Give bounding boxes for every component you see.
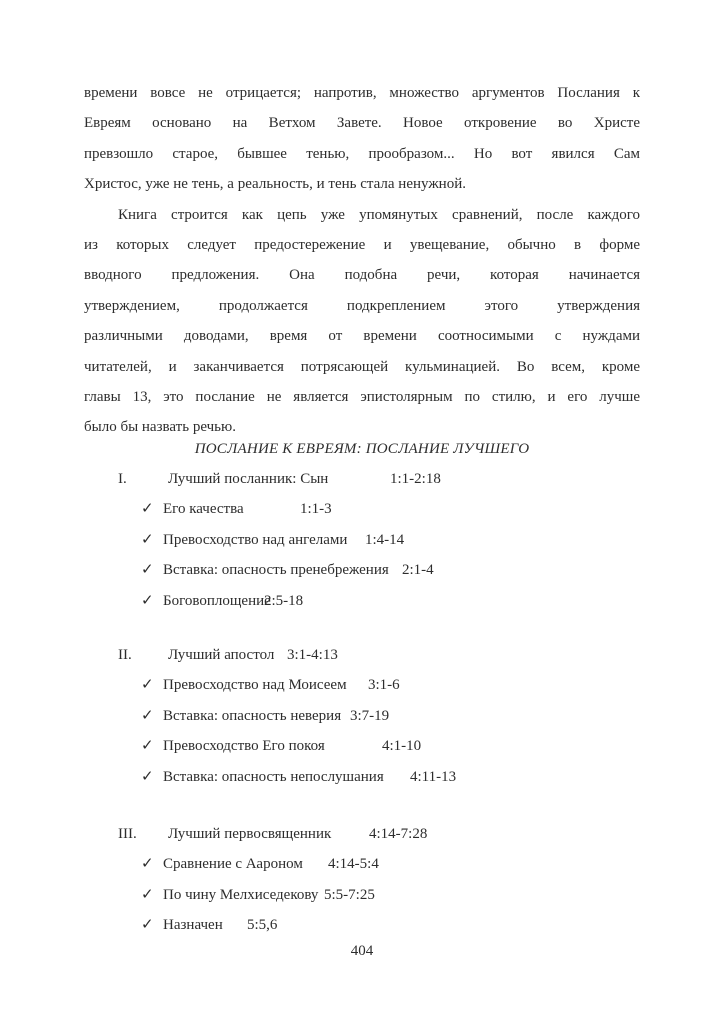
verse-reference: 5:5-7:25 [324, 886, 375, 903]
section-numeral: II. [118, 647, 132, 664]
text-line: главы 13, это послание не является эпистолярным по стилю, и его лучше [84, 388, 640, 405]
outline-item-row [84, 849, 640, 879]
outline-item-label: Превосходство над ангелами [163, 531, 348, 548]
outline-item-label: Вставка: опасность неверия [163, 707, 342, 724]
outline-item-label: Превосходство Его покоя [163, 738, 325, 755]
outline-section [84, 640, 640, 792]
text-line: Книга строится как цепь уже упомянутых сравнений, после каждого [118, 206, 640, 223]
outline-item-label: Его качества [163, 501, 244, 518]
text-line: превзошло старое, бывшее тенью, прообразом... Но вот явился Сам [84, 145, 640, 162]
outline-section-row [84, 640, 640, 670]
verse-reference: 1:1-2:18 [390, 471, 441, 488]
verse-reference: 2:1-4 [402, 562, 434, 579]
check-icon: ✓ [141, 856, 154, 873]
text-line: времени вовсе не отрицается; напротив, множество аргументов Послания к [84, 85, 640, 101]
outline-item-row [84, 555, 640, 585]
verse-reference: 4:14-5:4 [328, 856, 379, 873]
text-block [84, 78, 640, 941]
page-number: 404 [350, 943, 374, 959]
text-line: было бы назвать речью. [84, 419, 236, 436]
verse-reference: 4:1-10 [382, 738, 422, 755]
section-title: Лучший первосвященник [168, 825, 332, 842]
text-line: читателей, и заканчивается потрясающей кульминацией. Во всем, кроме [84, 358, 640, 375]
outline-item-label: Превосходство над Моисеем [163, 677, 347, 694]
verse-reference: 2:5-18 [264, 592, 304, 609]
section-title: Лучший апостол [168, 647, 275, 664]
outline-item-label: По чину Мелхиседекову [163, 886, 319, 903]
outline-item-row [84, 762, 640, 792]
check-icon: ✓ [141, 707, 154, 724]
check-icon: ✓ [141, 738, 154, 755]
verse-reference: 3:1-6 [368, 677, 400, 694]
outline-item-label: Боговоплощение [163, 592, 271, 609]
outline-section [84, 819, 640, 941]
verse-reference: 1:4-14 [365, 531, 405, 548]
outline-item-row [84, 880, 640, 910]
text-line: Христос, уже не тень, а реальность, и тень стала ненужной. [84, 176, 466, 193]
outline-item-label: Вставка: опасность непослушания [163, 768, 384, 785]
text-line: различными доводами, время от времени соотносимыми с нуждами [84, 328, 640, 345]
check-icon: ✓ [141, 677, 154, 694]
verse-reference: 3:7-19 [350, 707, 390, 724]
section-title: Лучший посланник: Сын [168, 471, 329, 488]
check-icon: ✓ [141, 886, 154, 903]
paragraph [84, 78, 640, 200]
verse-reference: 4:14-7:28 [369, 825, 428, 842]
check-icon: ✓ [141, 531, 154, 548]
outline-section-row [84, 819, 640, 849]
outline-item-label: Вставка: опасность пренебрежения [163, 562, 389, 579]
outline-item-row [84, 670, 640, 700]
outline-heading: ПОСЛАНИЕ К ЕВРЕЯМ: ПОСЛАНИЕ ЛУЧШЕГО [194, 440, 530, 457]
paragraph [84, 200, 640, 443]
text-line: Евреям основано на Ветхом Завете. Новое откровение во Христе [84, 115, 640, 132]
verse-reference: 4:11-13 [410, 768, 457, 785]
check-icon: ✓ [141, 501, 154, 518]
text-line: вводного предложения. Она подобна речи, которая начинается [84, 267, 640, 284]
check-icon: ✓ [141, 917, 154, 934]
outline-item-row [84, 701, 640, 731]
outline-section [84, 464, 640, 616]
check-icon: ✓ [141, 562, 154, 579]
verse-reference: 1:1-3 [300, 501, 332, 518]
outline-item-row [84, 586, 640, 616]
outline-item-row [84, 494, 640, 524]
outline-item-label: Назначен [163, 917, 223, 934]
check-icon: ✓ [141, 768, 154, 785]
verse-reference: 5:5,6 [247, 917, 278, 934]
check-icon: ✓ [141, 592, 154, 609]
text-line: из которых следует предостережение и увещевание, обычно в форме [84, 236, 640, 253]
outline-item-row [84, 525, 640, 555]
verse-reference: 3:1-4:13 [287, 647, 338, 664]
outline-item-row [84, 731, 640, 761]
section-numeral: III. [118, 825, 137, 842]
text-line: утверждением, продолжается подкреплением этого утверждения [84, 297, 640, 314]
outline-section-row [84, 464, 640, 494]
section-numeral: I. [118, 471, 127, 488]
outline-item-label: Сравнение с Аароном [163, 856, 303, 873]
